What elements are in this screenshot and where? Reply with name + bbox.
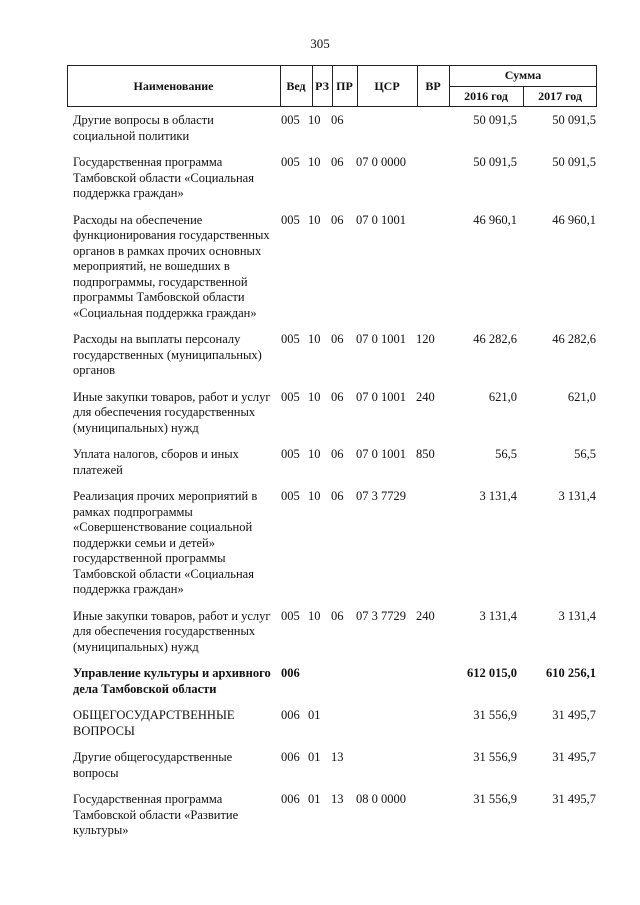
row-sum-2016: 621,0 (488, 389, 517, 404)
row-csr (354, 666, 412, 697)
row-pr (328, 666, 354, 697)
row-sum-2016: 50 091,5 (473, 155, 517, 169)
row-ved: 005 (281, 608, 300, 623)
row-sum-2017: 621,0 (567, 389, 596, 404)
row-sum-2017: 50 091,5 (552, 113, 596, 127)
row-vr: 850 (416, 447, 435, 461)
row-rz: 10 (308, 332, 321, 346)
row-sum-2016: 50 091,5 (473, 113, 517, 127)
row-sum-2017: 50 091,5 (552, 155, 596, 169)
header-2017: 2017 год (538, 89, 582, 103)
row-sum-2016: 31 556,9 (473, 750, 517, 764)
row-pr: 06 (331, 212, 344, 227)
table-row (67, 700, 597, 742)
row-pr: 13 (331, 750, 344, 764)
row-pr: 06 (331, 155, 344, 169)
table-row (67, 439, 597, 481)
header-pr: ПР (336, 78, 353, 93)
row-rz (308, 666, 328, 697)
header-sum: Сумма (504, 68, 542, 82)
table-row (67, 107, 597, 147)
row-csr: 08 0 0000 (356, 792, 406, 806)
row-csr (354, 708, 412, 739)
header-csr: ЦСР (374, 78, 400, 93)
row-rz: 01 (308, 708, 321, 722)
row-rz: 10 (308, 113, 321, 127)
row-vr (412, 155, 442, 202)
row-sum-2017: 31 495,7 (552, 750, 596, 764)
row-pr: 06 (331, 389, 344, 404)
row-name: Расходы на выплаты персоналу государственных (муниципальных) органов (73, 332, 262, 377)
row-ved: 005 (281, 447, 300, 461)
row-vr (412, 750, 442, 781)
row-sum-2017: 46 960,1 (552, 212, 596, 227)
table-row (67, 601, 597, 659)
row-sum-2016: 56,5 (495, 447, 517, 461)
row-vr (412, 213, 442, 322)
row-vr (412, 792, 442, 839)
row-sum-2016: 3 131,4 (479, 489, 517, 503)
row-sum-2017: 31 495,7 (552, 708, 596, 722)
row-sum-2016: 31 556,9 (473, 708, 517, 722)
row-csr: 07 0 1001 (356, 332, 406, 346)
header-vr: ВР (425, 78, 441, 93)
row-sum-2017: 46 282,6 (552, 332, 596, 346)
row-sum-2017: 56,5 (574, 447, 596, 461)
row-pr (328, 708, 354, 739)
row-name: Государственная программа Тамбовской области «Социальная поддержка граждан» (73, 155, 254, 200)
row-name: Другие общегосударственные вопросы (73, 750, 233, 780)
row-sum-2017: 3 131,4 (558, 489, 596, 503)
row-ved: 006 (281, 750, 300, 764)
row-rz: 01 (308, 792, 321, 806)
row-ved: 006 (281, 666, 300, 680)
row-vr (412, 113, 442, 144)
row-ved: 005 (281, 389, 300, 404)
table-row (67, 481, 597, 601)
table-header (67, 65, 597, 107)
row-ved: 005 (281, 113, 300, 127)
page-number: 305 (310, 36, 330, 51)
header-2016: 2016 год (464, 89, 508, 103)
row-pr: 06 (331, 113, 344, 127)
row-vr (412, 666, 442, 697)
table-row (67, 382, 597, 440)
row-sum-2017: 610 256,1 (546, 666, 596, 680)
row-csr: 07 0 1001 (356, 212, 406, 227)
row-name: Расходы на обеспечение функционирования государственных органов в рамках прочих основных мероприятий, не вошедших в подпрограммы, государственной программы Тамбовской области «Социальная поддержка граждан» (73, 212, 270, 320)
row-vr: 120 (416, 332, 435, 346)
row-name: Управление культуры и архивного дела Тамбовской области (73, 666, 271, 696)
table-row (67, 784, 597, 842)
row-name: Иные закупки товаров, работ и услуг для обеспечения государственных (муниципальных) нужд (73, 389, 271, 435)
header-rz: РЗ (315, 78, 329, 93)
row-pr: 06 (331, 489, 344, 503)
table-row (67, 324, 597, 382)
row-sum-2016: 612 015,0 (467, 666, 517, 680)
row-name: Государственная программа Тамбовской области «Развитие культуры» (73, 792, 239, 837)
row-name: Другие вопросы в области социальной политики (73, 113, 214, 143)
row-pr: 06 (331, 332, 344, 346)
table-row (67, 742, 597, 784)
row-vr (412, 708, 442, 739)
row-rz: 10 (308, 155, 321, 169)
row-csr (354, 750, 412, 781)
row-vr (412, 489, 442, 598)
row-pr: 06 (331, 608, 344, 623)
row-rz: 01 (308, 750, 321, 764)
row-pr: 13 (331, 792, 344, 806)
row-csr: 07 3 7729 (356, 489, 406, 503)
row-csr: 07 0 1001 (356, 447, 406, 461)
row-sum-2017: 31 495,7 (552, 792, 596, 806)
row-ved: 005 (281, 332, 300, 346)
row-name: Реализация прочих мероприятий в рамках подпрограммы «Совершенствование социальной поддержки семьи и детей» государственной программы Тамбовской области «Социальная поддержка граждан» (73, 489, 258, 596)
table-body (67, 107, 597, 842)
row-rz: 10 (308, 212, 321, 227)
row-rz: 10 (308, 608, 321, 623)
row-ved: 006 (281, 792, 300, 806)
row-rz: 10 (308, 489, 321, 503)
row-vr: 240 (416, 608, 435, 623)
row-csr: 07 0 1001 (356, 389, 406, 404)
table-row (67, 658, 597, 700)
table-row (67, 147, 597, 205)
row-rz: 10 (308, 447, 321, 461)
row-ved: 006 (281, 708, 300, 722)
row-vr: 240 (416, 389, 435, 404)
row-csr: 07 0 0000 (356, 155, 406, 169)
row-ved: 005 (281, 155, 300, 169)
row-ved: 005 (281, 212, 300, 227)
row-csr (354, 113, 412, 144)
header-ved: Вед (286, 78, 306, 93)
row-name: Иные закупки товаров, работ и услуг для обеспечения государственных (муниципальных) нужд (73, 608, 271, 654)
row-pr: 06 (331, 447, 344, 461)
row-sum-2016: 3 131,4 (479, 608, 517, 623)
row-name: Уплата налогов, сборов и иных платежей (73, 447, 239, 477)
row-csr: 07 3 7729 (356, 608, 406, 623)
row-sum-2016: 46 960,1 (473, 212, 517, 227)
row-sum-2016: 46 282,6 (473, 332, 517, 346)
row-sum-2016: 31 556,9 (473, 792, 517, 806)
row-ved: 005 (281, 489, 300, 503)
row-rz: 10 (308, 389, 321, 404)
row-name: ОБЩЕГОСУДАРСТВЕННЫЕ ВОПРОСЫ (73, 708, 235, 738)
header-name: Наименование (133, 78, 214, 93)
row-sum-2017: 3 131,4 (558, 608, 596, 623)
table-row (67, 205, 597, 325)
